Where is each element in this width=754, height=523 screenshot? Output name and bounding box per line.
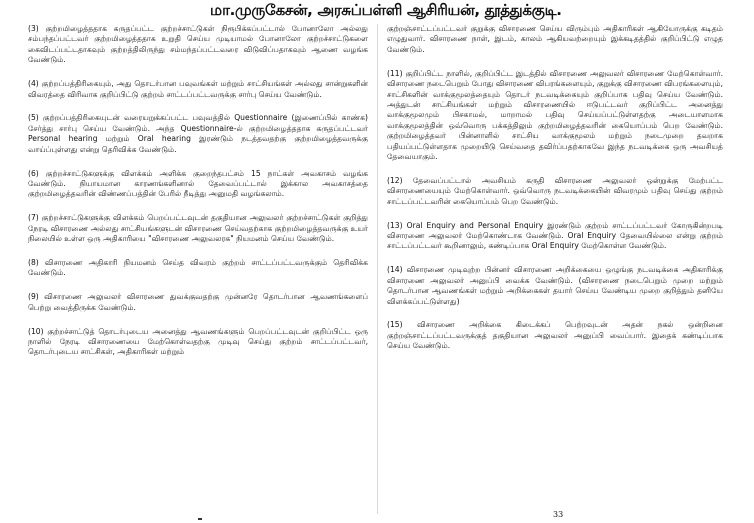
paragraph-10: (10) குற்றச்சாட்டுத் தொடர்புடைய அனைத்து ஆவணங்களும் பெறப்பட்டவுடன் குறிப்பிட்ட ஒரு நாளில் நேரடி விசாரணையை மேற்கொள்வதற்கு முடிவு செய்து குற்றம் சாட்டப்பட்டவர், தொடர்புடைய சாட்சிகள், அதிகாரிகள் மற்றும் bbox=[28, 326, 368, 357]
page-number: 33 bbox=[553, 510, 564, 519]
paragraph-14: (14) விசாரணை முடிவுற்ற பின்னர் விசாரணை அறிக்கையை ஒழுங்கு நடவடிக்கை அதிகாரிக்கு விசாரணை அலுவலர் அனுப்பி வைக்க வேண்டும். (விசாரணை நடைபெறும் முறை மற்றும் தொடர்பான ஆவணங்கள் மற்றும் அறிக்கைகள் தயார் செய்ய வேண்டிய முறை குறித்தும் தனியே விளக்கப்பட்டுள்ளது) bbox=[387, 265, 723, 306]
paragraph-7: (7) குற்றச்சாட்டுகளுக்கு விளக்கம் பெறப்பட்டவுடன் தகுதியான அலுவலர் குற்றச்சாட்டுகள் குறித்து நேரடி விசாரணை அல்லது சாட்சியங்களுடன் விசாரணை செய்வதற்காக குற்றமிழைத்தவருக்கு உயர் நிலையில் உள்ள ஒரு அதிகாரியை "விசாரணை அலுவலரக" நியமனம் செய்ய வேண்டும். bbox=[28, 213, 368, 244]
paragraph-9: (9) விசாரணை அலுவலர் விசாரணை துவக்குவதற்கு முன்னரே தொடர்பான ஆவணங்களைப் பெற்று வைத்திருக்க வேண்டும். bbox=[28, 292, 368, 312]
page-header-title: மா.முருகேசன், அரசுப்பள்ளி ஆசிரியன், தூத்துக்குடி. bbox=[210, 1, 562, 19]
paragraph-6: (6) குற்றச்சாட்டுகளுக்கு விளக்கம் அளிக்க குறைந்தபட்சம் 15 நாட்கள் அவகாசம் வழங்க வேண்டும். நியாயமான காரணங்களினால் தேவைப்பட்டால் இக்கால அவகாசத்தை குற்றமிழைத்தவரின் விண்ணப்பத்தின் பேரில் நீடித்து அனுமதி வழங்கலாம். bbox=[28, 168, 368, 199]
column-divider bbox=[377, 24, 378, 514]
paragraph-13: (13) Oral Enquiry and Personal Enquiry இரண்டும் குற்றம் சாட்டப்பட்டவர் கோருகின்றபடி விசாரணை அலுவலர் மேற்கொண்டாக வேண்டும். Oral Enquiry தேவையில்லை என்று குற்றம் சாட்டப்பட்டவர் கூறினாலும், கண்டிப்பாக Oral Enquiry மேற்கொள்ள வேண்டும். bbox=[387, 220, 723, 251]
paragraph-15: (15) விசாரணை அறிக்கை கிடைக்கப் பெற்றவுடன் அதன் நகல் ஒன்றினை குற்றஞ்சாட்டப்பட்டவருக்குத் தகுதியான அலுவலர் அனுப்பி வைப்பார். இதைக் கண்டிப்பாக செய்ய வேண்டும். bbox=[387, 320, 723, 351]
paragraph-10-continued: குற்றஞ்சாட்டப்பட்டவர் குறுக்கு விசாரணை செய்ய விரும்பும் அதிகாரிகள் ஆகியோருக்கு கடிதம் எழுதுவார். விசாரணை நாள், இடம், காலம் ஆகியவற்றையும் இக்கடிதத்தில் குறிப்பிட்டு எழுத வேண்டும். bbox=[387, 24, 723, 54]
right-column bbox=[387, 24, 723, 365]
paragraph-3: (3) குற்றமிழைத்ததாக கருதப்பட்ட குற்றச்சாட்டுகள் நிரூபிக்கப்பட்டால் போனாலோ அல்லது சம்பந்தப்பட்டவர் குற்றமிழைத்ததாக உறுதி செய்ய முடியாமல் போனாலோ குற்றச்சாட்டுகளை கைவிடப்பட்டதாகவும் குற்றத்திலிருந்து சம்மந்தப்பட்டவரை விடுவிப்பதாகவும் ஆணை வழங்க வேண்டும். bbox=[28, 24, 368, 65]
left-column bbox=[28, 24, 368, 371]
paragraph-8: (8) விசாரணை அதிகாரி நியமனம் செய்த விவரம் குற்றம் சாட்டப்பட்டவருக்கும் தெரிவிக்க வேண்டும். bbox=[28, 258, 368, 278]
paragraph-11: (11) குறிப்பிட்ட நாளில், குறிப்பிட்ட இடத்தில் விசாரணை அலுவலர் விசாரணை மேற்கொள்வார். விசாரணை நடைபெறும் போது விசாரணை விபரங்களையும், குறுக்கு விசாரணை விபரங்களையும், சாட்சிகளின் வாக்குமூலத்தையும் தொடர் நடவடிக்கையும் குறிப்பாக பதிவு செய்ய வேண்டும். அத்துடன் சாட்சியங்கள் மற்றும் விசாரணையில் ஈடுபட்டவர் குறிப்பிட்ட அனைத்து வாக்குமூலமும் பிசகாமல், மாறாமல் பதிவு செய்யப்பட்டுள்ளதற்கு அடையாளமாக வாக்குமூலத்தின் ஒவ்வொரு பக்கத்திலும் குற்றமிழைத்தவரின் கையொப்பம் பெற வேண்டும். குற்றமிழைத்தவர் பின்னாளில் சாட்சிய வாக்குமூலம் மற்றும் நடைமுறை தவறாக பதியப்பட்டுள்ளதாக முறையிடு செய்வதை தவிர்ப்பதற்காகவே இந்த நடவடிக்கை ஒரு அவசியத் தேவையாகும். bbox=[387, 68, 723, 161]
paragraph-4: (4) குற்றப்பத்திரிகையும், அது தொடர்பான பவுவங்கள் மற்றும் சாட்சியங்கள் அல்லது சான்றுகளின் விவரத்தை விரிவாக குறிப்பிட்டு குற்றம் சாட்டப்பட்டவருக்கு சார்பு செய்ய வேண்டும். bbox=[28, 79, 368, 99]
scan-mark bbox=[198, 518, 202, 520]
paragraph-5: (5) குற்றப்பத்திரிகையுடன் வரையறுக்கப்பட்ட பவுவத்தில் Questionnaire (இணைப்பில் காண்க) சேர்த்து சார்பு செய்ய வேண்டும். அந்த Questionnaire-ல் குற்றமிழைத்ததாக கருதப்பட்டவர் Personal hearing மற்றும் Oral hearing இரண்டும் நடத்தவதற்கு குற்றமிழைத்தவருக்கு வாய்ப்புள்ளது என்று தெரிவிக்க வேண்டும். bbox=[28, 113, 368, 154]
paragraph-12: (12) தேவைப்பட்டால் அவசியம் கருதி விசாரணை அலுவலர் ஒன்றுக்கு மேற்பட்ட விசாரணையையும் மேற்கொள்வார். ஒவ்வொரு நடவடிக்கையின் விவரமும் பதிவு செய்து குற்றம் சாட்டப்பட்டவரின் கையொப்பம் பெற வேண்டும். bbox=[387, 175, 723, 206]
